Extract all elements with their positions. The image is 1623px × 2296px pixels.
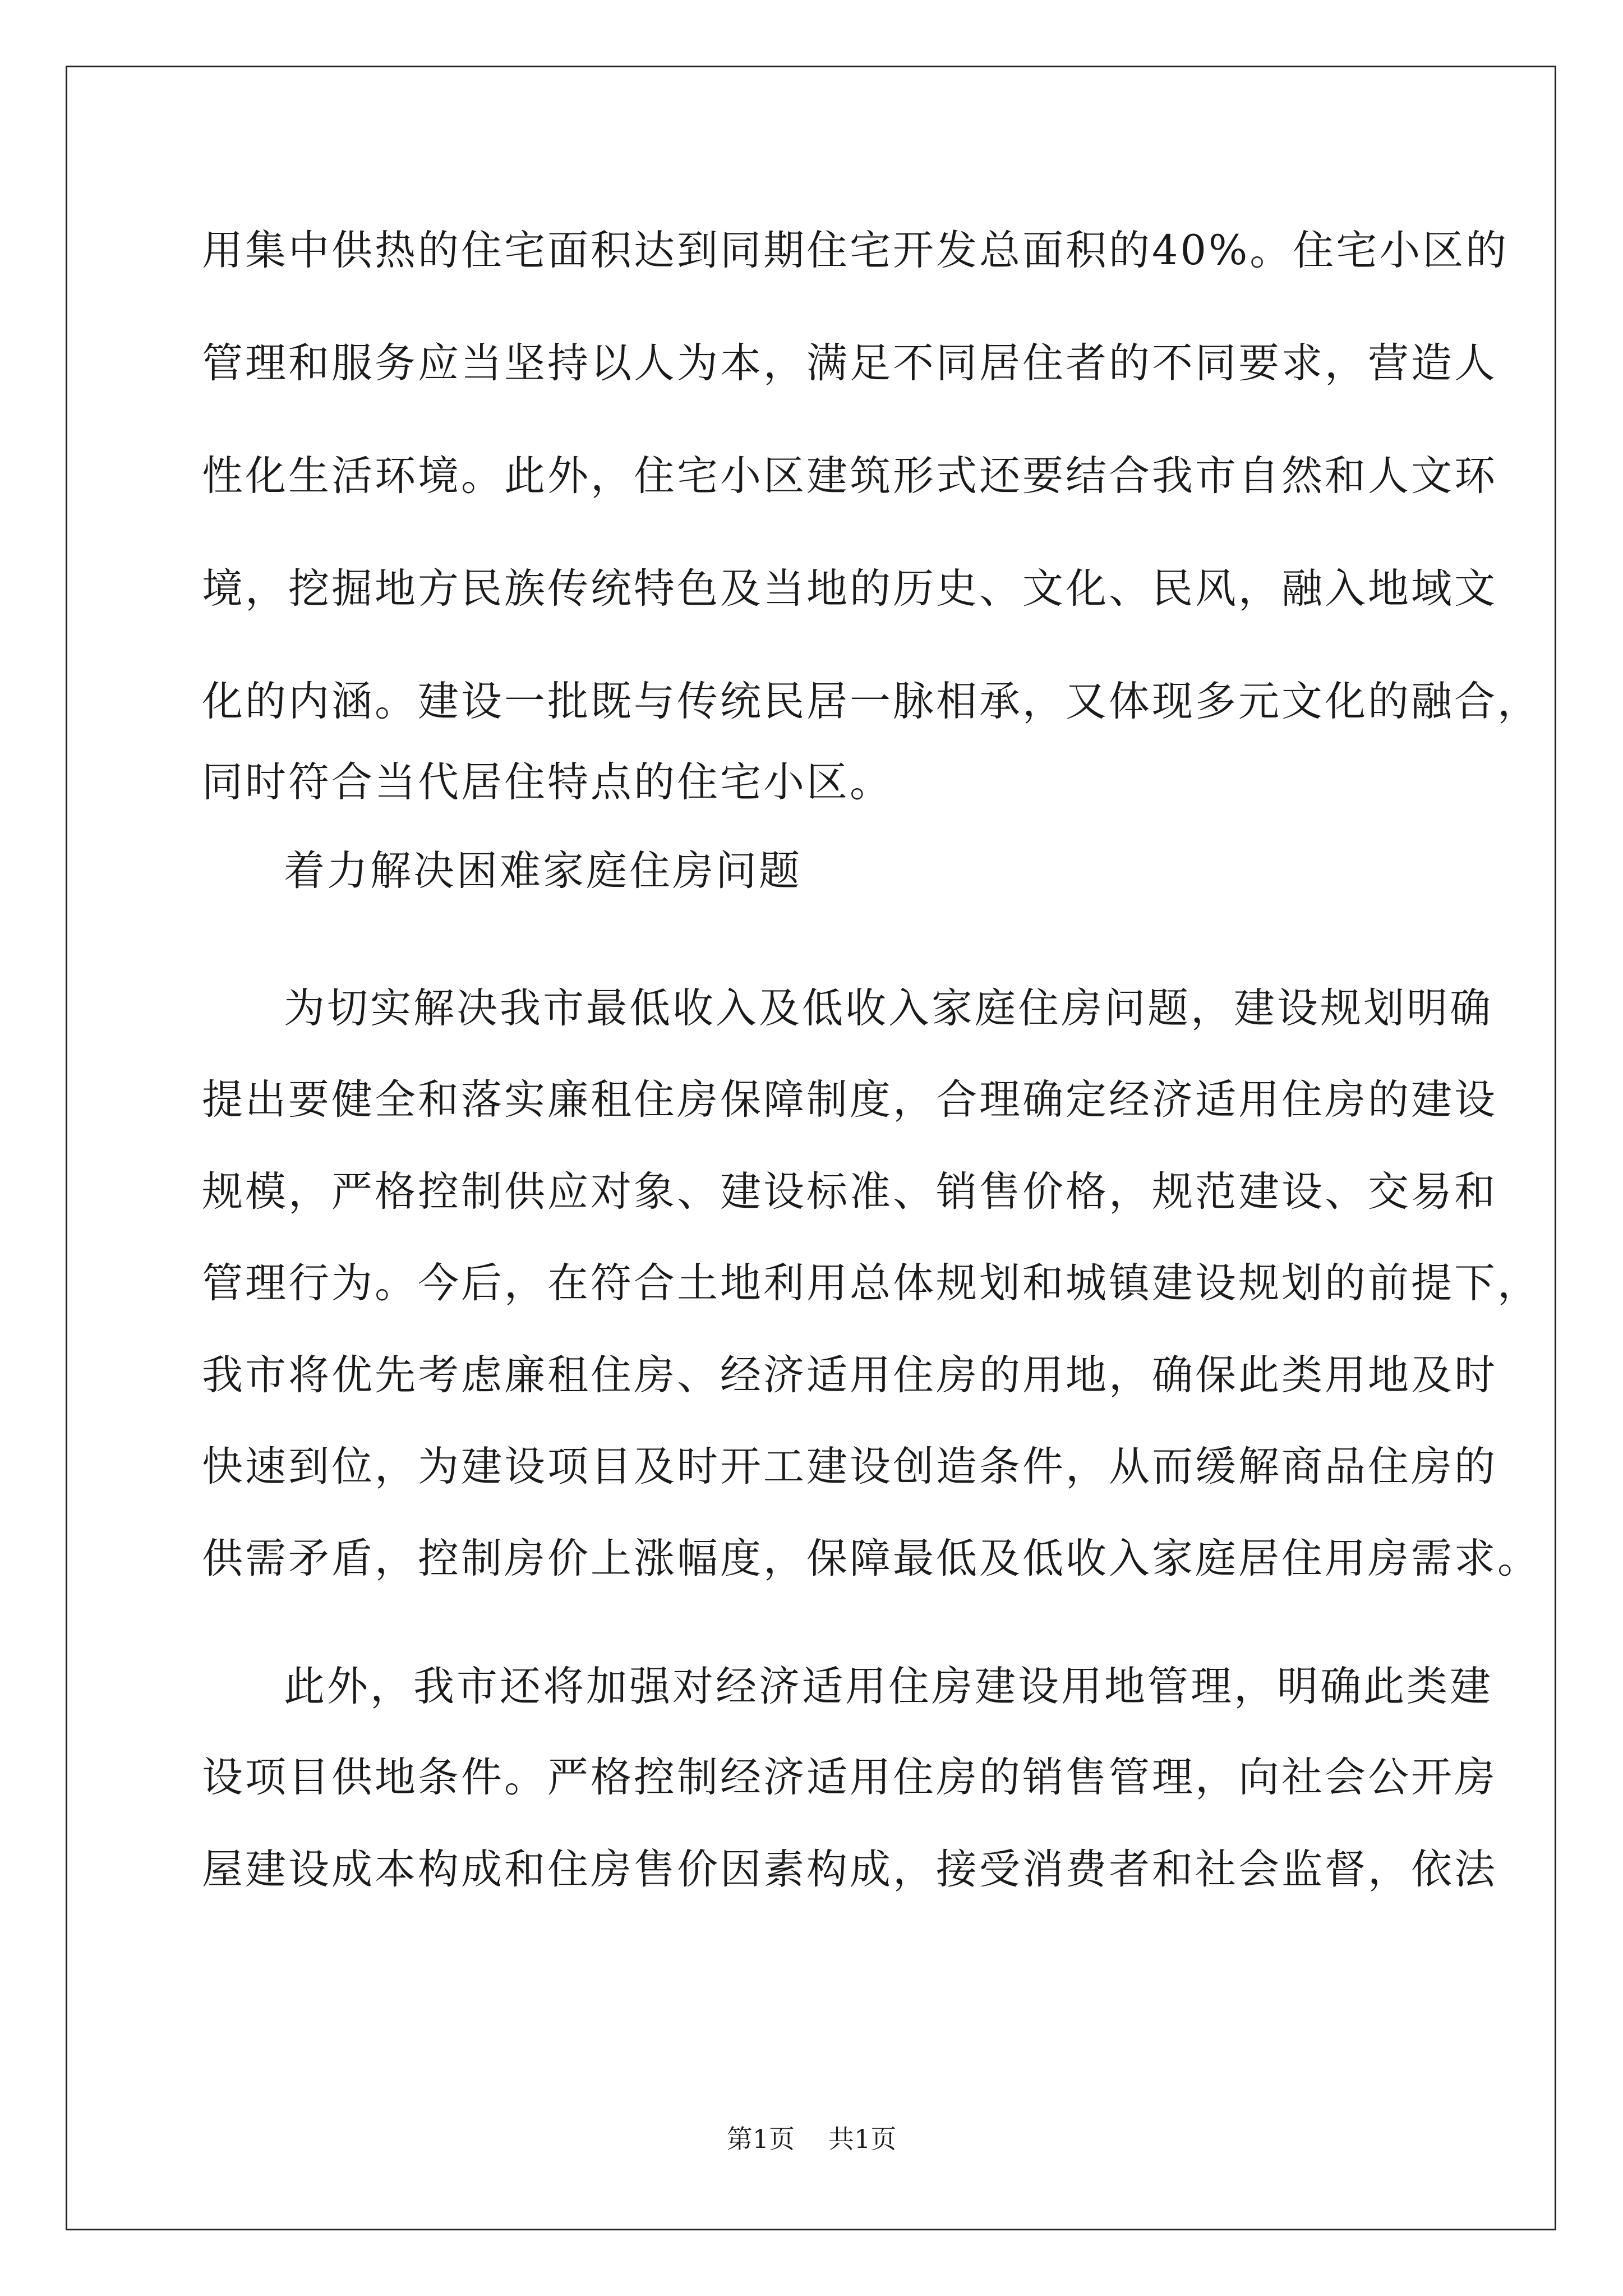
- text-line: 管理行为。今后，在符合土地利用总体规划和城镇建设规划的前提下，: [202, 1259, 1541, 1307]
- page-number: 第1页: [726, 2124, 795, 2154]
- text-line: 境，挖掘地方民族传统特色及当地的历史、文化、民风，融入地域文: [202, 565, 1497, 613]
- text-line: 同时符合当代居住特点的住宅小区。: [202, 758, 893, 806]
- text-line: 设项目供地条件。严格控制经济适用住房的销售管理，向社会公开房: [202, 1754, 1497, 1801]
- text-line: 提出要健全和落实廉租住房保障制度，合理确定经济适用住房的建设: [202, 1076, 1497, 1124]
- text-line: 此外，我市还将加强对经济适用住房建设用地管理，明确此类建: [284, 1663, 1493, 1710]
- text-line: 管理和服务应当坚持以人为本，满足不同居住者的不同要求，营造人: [202, 339, 1497, 387]
- text-line: 屋建设成本构成和住房售价因素构成，接受消费者和社会监督，依法: [202, 1846, 1497, 1893]
- text-line: 性化生活环境。此外，住宅小区建筑形式还要结合我市自然和人文环: [202, 452, 1497, 500]
- text-line: 我市将优先考虑廉租住房、经济适用住房的用地，确保此类用地及时: [202, 1351, 1497, 1399]
- page-footer: [0, 2122, 1623, 2156]
- text-line: 用集中供热的住宅面积达到同期住宅开发总面积的40%。住宅小区的: [202, 227, 1509, 274]
- text-line: 快速到位，为建设项目及时开工建设创造条件，从而缓解商品住房的: [202, 1443, 1497, 1490]
- text-line: 规模，严格控制供应对象、建设标准、销售价格，规范建设、交易和: [202, 1168, 1497, 1216]
- section-heading: 着力解决困难家庭住房问题: [284, 847, 802, 895]
- text-line: 为切实解决我市最低收入及低收入家庭住房问题，建设规划明确: [284, 984, 1493, 1032]
- text-line: 化的内涵。建设一批既与传统民居一脉相承，又体现多元文化的融合，: [202, 678, 1541, 725]
- page-total: 共1页: [828, 2124, 897, 2154]
- text-line: 供需矛盾，控制房价上涨幅度，保障最低及低收入家庭居住用房需求。: [202, 1535, 1541, 1582]
